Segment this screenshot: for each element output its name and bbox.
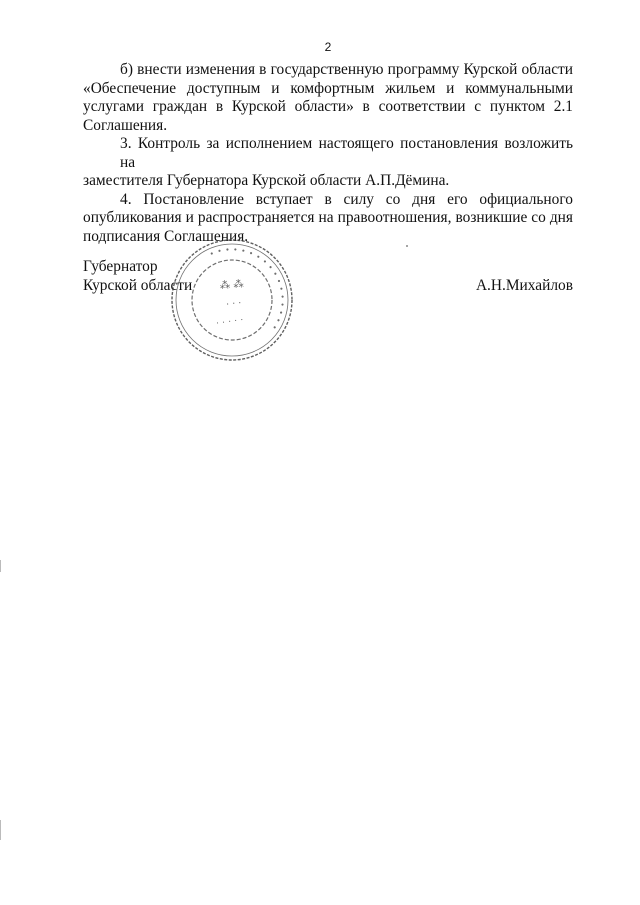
signature-block bbox=[83, 258, 573, 295]
svg-text:• • • • • • • • • • • • • • •: • • • • • • • • • • • • • • • • • bbox=[208, 244, 288, 333]
text-line: б) внести изменения в государственную программу Курской области bbox=[120, 61, 573, 78]
text-line: 3. Контроль за исполнением настоящего постановления возложить на bbox=[120, 135, 573, 171]
svg-text:· · ·: · · · bbox=[225, 297, 243, 310]
signer-title: Губернатор bbox=[83, 258, 158, 275]
scan-edge-mark bbox=[0, 820, 1, 840]
signer-name: А.Н.Михайлов bbox=[475, 276, 573, 294]
svg-text:⁂ ⁂: ⁂ ⁂ bbox=[219, 278, 245, 292]
text-line: подписания Соглашения. bbox=[83, 227, 249, 245]
text-line: заместителя Губернатора Курской области А.П.Дёмина. bbox=[83, 172, 450, 189]
document-body bbox=[83, 61, 573, 246]
signer-region: Курской области bbox=[83, 276, 193, 294]
text-line: услугами граждан в Курской области» в соответствии с пунктом 2.1 bbox=[83, 98, 573, 115]
paragraph-control bbox=[83, 135, 573, 191]
text-line: 4. Постановление вступает в силу со дня его официального bbox=[120, 190, 573, 208]
text-line: Соглашения. bbox=[83, 116, 168, 134]
svg-text:· · · · ·: · · · · · bbox=[215, 314, 245, 329]
scan-speck bbox=[406, 245, 408, 247]
page-number: 2 bbox=[324, 40, 332, 54]
official-stamp-seal bbox=[168, 236, 296, 364]
text-line: опубликования и распространяется на правоотношения, возникшие со дня bbox=[83, 209, 573, 226]
paragraph-effective bbox=[83, 191, 573, 247]
scan-edge-mark bbox=[0, 560, 1, 572]
paragraph-amend-program bbox=[83, 61, 573, 135]
text-line: «Обеспечение доступным и комфортным жильем и коммунальными bbox=[83, 79, 573, 97]
